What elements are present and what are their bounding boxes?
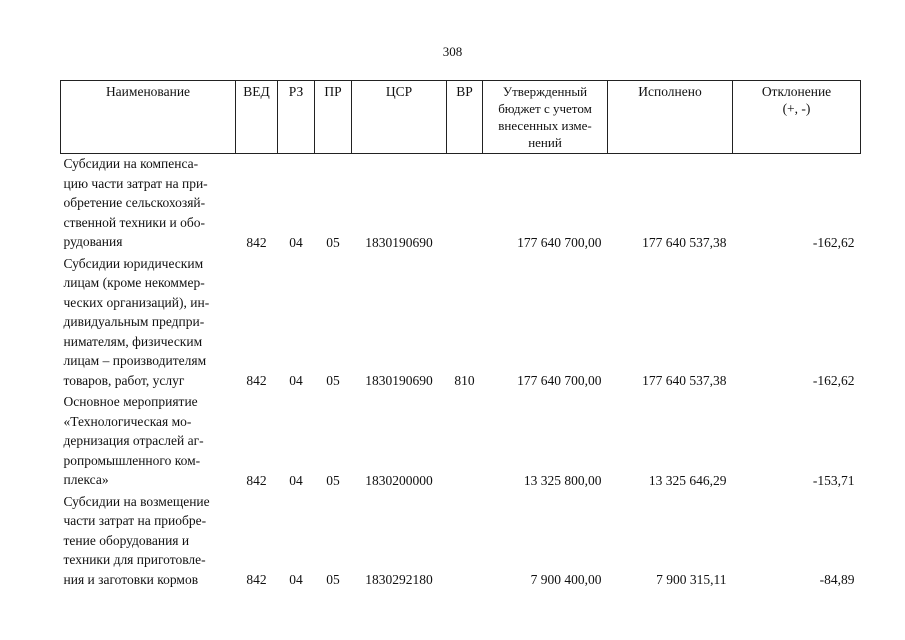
- row-name-line: цию части затрат на при-: [63, 175, 208, 191]
- header-approved-line-2: бюджет с учетом: [498, 101, 592, 116]
- header-ved: ВЕД: [236, 81, 278, 154]
- row-csr: 1830190690: [365, 234, 433, 250]
- row-executed-amount: 7 900 315,11: [656, 572, 727, 587]
- budget-execution-table: [60, 80, 861, 591]
- row-deviation-amount: -153,71: [812, 472, 855, 488]
- row-name-line: Субсидии на компенса-: [63, 156, 199, 171]
- row-deviation-amount: -162,62: [812, 373, 855, 388]
- header-vr: ВР: [447, 81, 483, 154]
- row-pr: 05: [326, 234, 340, 250]
- row-name-line: дивидуальным предпри-: [63, 314, 205, 329]
- row-approved-amount: 7 900 400,00: [530, 572, 602, 587]
- page-number: 308: [442, 44, 463, 59]
- header-approved-budget: [483, 81, 608, 154]
- row-approved-amount: 177 640 700,00: [517, 234, 602, 250]
- row-name-line: лицам (кроме некоммер-: [63, 275, 205, 290]
- row-pr: 05: [326, 572, 340, 587]
- row-rz: 04: [289, 472, 303, 488]
- header-approved-line-1: Утвержденный: [502, 84, 588, 99]
- row-name-line: рудования: [63, 234, 123, 249]
- header-rz: РЗ: [278, 81, 315, 154]
- row-name-line: ческих организаций), ин-: [63, 294, 210, 310]
- row-name-line: нимателям, физическим: [63, 333, 203, 349]
- row-vr: 810: [454, 373, 475, 388]
- row-ved: 842: [246, 472, 267, 488]
- row-approved-amount: 177 640 700,00: [517, 373, 602, 388]
- row-pr: 05: [326, 373, 340, 388]
- table-row: [61, 492, 861, 592]
- row-name-line: ния и заготовки кормов: [63, 571, 199, 587]
- header-deviation-line-1: Отклонение: [761, 84, 832, 99]
- row-name: [61, 392, 236, 492]
- row-vr: [447, 392, 483, 492]
- row-name-line: товаров, работ, услуг: [63, 372, 185, 388]
- row-ved: 842: [246, 234, 267, 250]
- row-ved: 842: [246, 373, 267, 388]
- row-name-line: Субсидии юридическим: [63, 255, 204, 271]
- row-name-line: лицам – производителям: [63, 353, 207, 368]
- row-name-line: обретение сельскохозяй-: [63, 195, 206, 210]
- row-executed-amount: 177 640 537,38: [642, 373, 727, 388]
- row-csr: 1830292180: [365, 572, 433, 587]
- row-deviation-amount: -84,89: [819, 572, 855, 587]
- header-csr: ЦСР: [352, 81, 447, 154]
- header-executed: Исполнено: [608, 81, 733, 154]
- row-rz: 04: [289, 373, 303, 388]
- row-vr: [447, 154, 483, 254]
- row-name-line: техники для приготовле-: [63, 552, 206, 567]
- row-deviation-amount: -162,62: [812, 234, 855, 250]
- header-approved-line-3: внесенных изме-: [498, 118, 592, 133]
- row-name: [61, 154, 236, 254]
- row-executed-amount: 177 640 537,38: [642, 234, 727, 250]
- row-rz: 04: [289, 572, 303, 587]
- table-header-row: [61, 81, 861, 154]
- row-name-line: «Технологическая мо-: [63, 413, 192, 429]
- row-executed-amount: 13 325 646,29: [648, 472, 727, 488]
- row-approved-amount: 13 325 800,00: [523, 472, 602, 488]
- header-pr: ПР: [315, 81, 352, 154]
- header-deviation: [733, 81, 861, 154]
- row-rz: 04: [289, 234, 303, 250]
- header-deviation-line-2: (+, -): [782, 101, 811, 116]
- header-name: Наименование: [61, 81, 236, 154]
- row-name-line: Субсидии на возмещение: [63, 493, 210, 509]
- row-name-line: дернизация отраслей аг-: [63, 433, 204, 448]
- row-name-line: тение оборудования и: [63, 532, 190, 548]
- row-name: [61, 492, 236, 592]
- table-body: [61, 154, 861, 592]
- row-name: [61, 254, 236, 393]
- row-name-line: плекса»: [63, 472, 109, 487]
- row-pr: 05: [326, 472, 340, 488]
- row-name-line: части затрат на приобре-: [63, 513, 207, 528]
- row-name-line: ропромышленного ком-: [63, 452, 201, 468]
- row-name-line: ственной техники и обо-: [63, 214, 206, 230]
- table-row: [61, 154, 861, 254]
- row-name-line: Основное мероприятие: [63, 394, 198, 409]
- row-csr: 1830190690: [365, 373, 433, 388]
- table-row: [61, 392, 861, 492]
- row-csr: 1830200000: [365, 472, 433, 488]
- row-ved: 842: [246, 572, 267, 587]
- header-approved-line-4: нений: [528, 135, 562, 150]
- row-vr: [447, 492, 483, 592]
- table-row: [61, 254, 861, 393]
